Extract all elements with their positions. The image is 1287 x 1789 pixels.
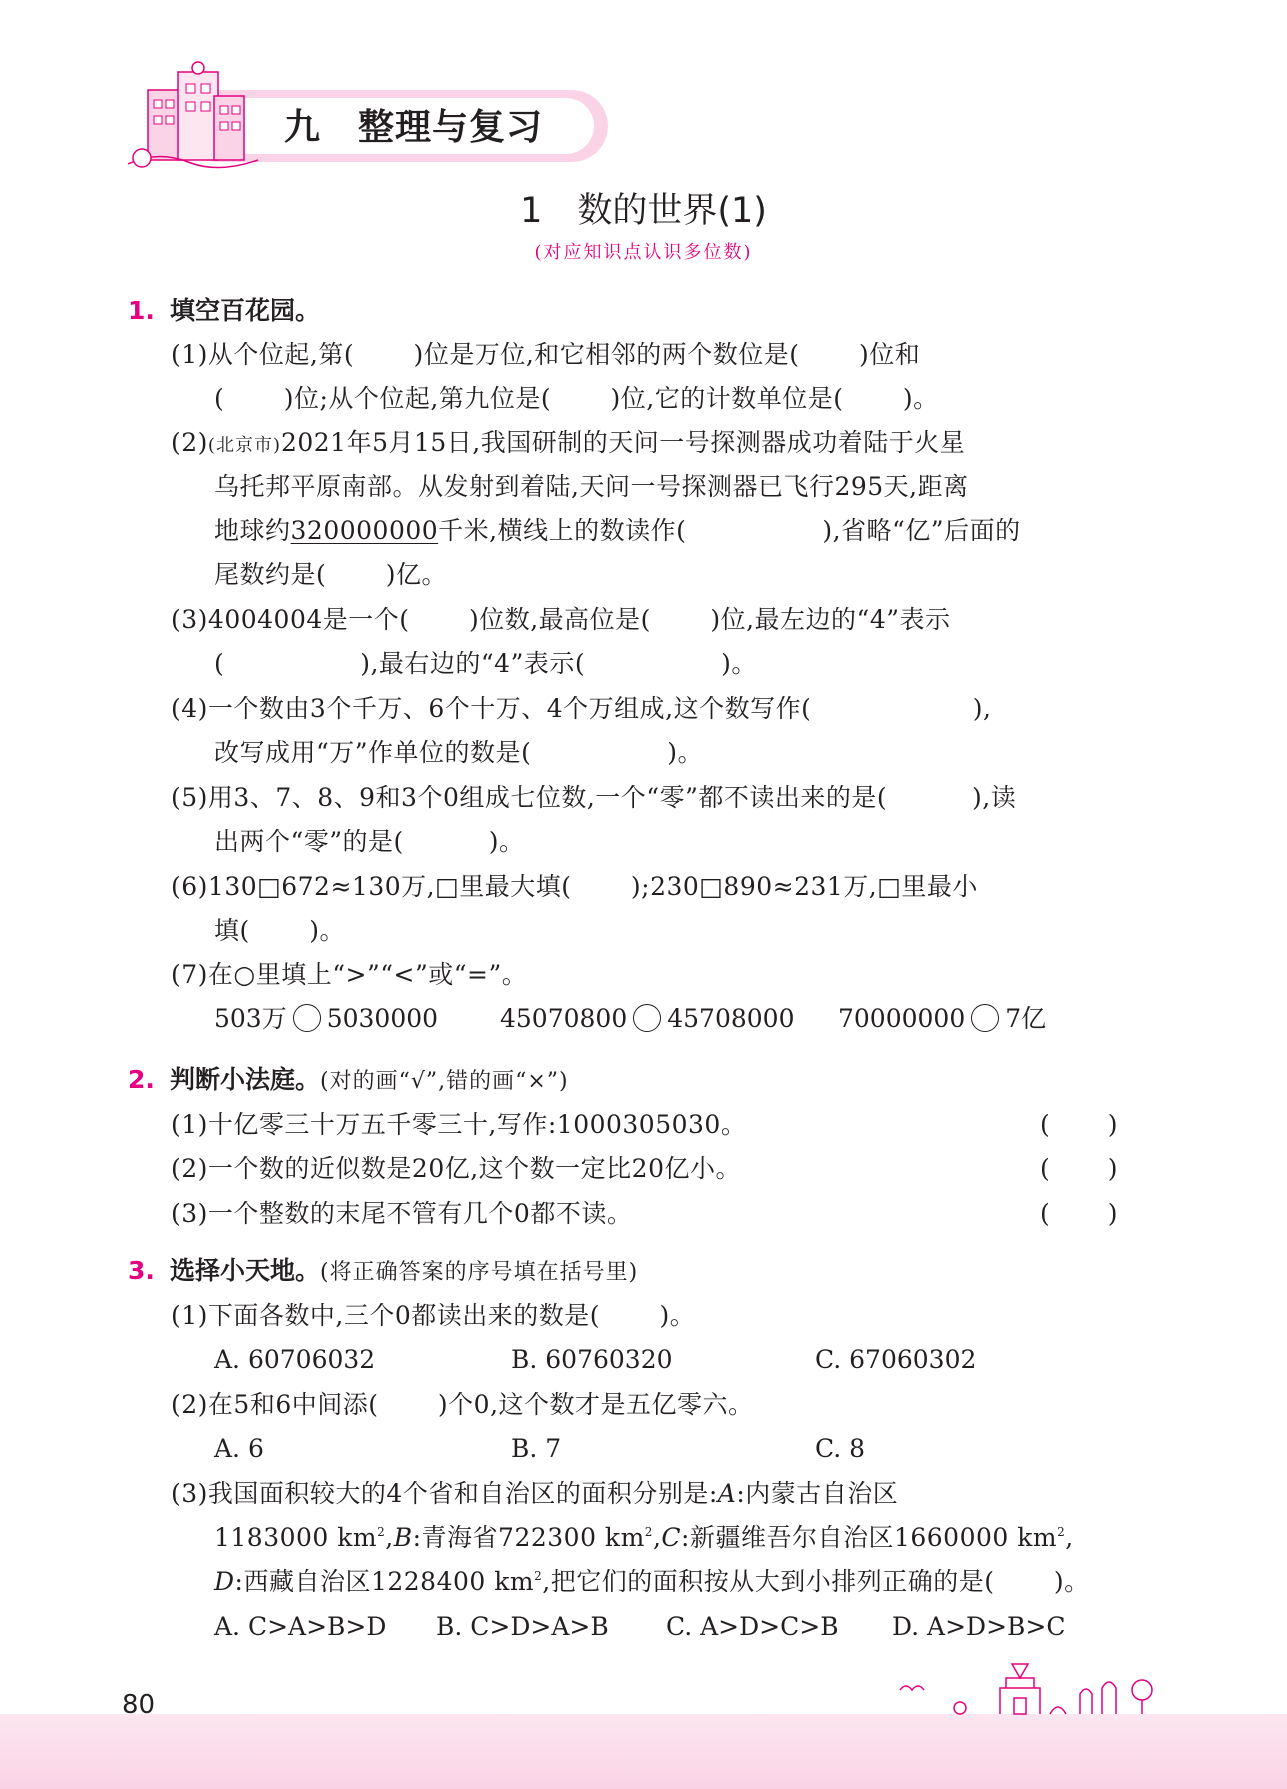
section-2-title: 判断小法庭。	[170, 1065, 321, 1094]
q3-3-option-d: D. A>D>B>C	[892, 1612, 1066, 1641]
section-2-number: 2.	[128, 1065, 155, 1094]
q3-1-option-a: A. 60706032	[214, 1345, 376, 1374]
section-2-heading	[170, 1063, 569, 1099]
letter-b: B	[393, 1523, 413, 1552]
section-3-note: (将正确答案的序号填在括号里)	[320, 1260, 639, 1285]
q1-5-line1: (5)用3、7、8、9和3个0组成七位数,一个“零”都不读出来的是( ),读	[171, 783, 1017, 812]
q1-2-line3-b: 千米,横线上的数读作( ),省略“亿”后面的	[438, 516, 1021, 545]
answer-paren[interactable]: ( )	[1040, 1154, 1118, 1183]
q1-4-line2: 改写成用“万”作单位的数是( )。	[214, 738, 704, 767]
underlined-number: 320000000	[290, 516, 439, 545]
q3-3-area-a: 1183000 km	[214, 1523, 378, 1552]
compare-2-left: 45070800	[500, 1004, 628, 1033]
superscript: 2	[644, 1525, 653, 1539]
letter-a: A	[717, 1479, 737, 1508]
school-building-icon	[128, 60, 278, 178]
q1-2-line3	[214, 514, 1021, 548]
compare-1-right: 5030000	[326, 1004, 439, 1033]
section-1-title: 填空百花园。	[170, 296, 321, 325]
compare-item-1	[214, 1002, 438, 1036]
q3-3-line2: 1183000 $km^2,B$:青海省722300 $km^2,C$:新疆维吾尔自治区1660000 $km^2$,	[214, 1523, 1074, 1552]
section-1-number: 1.	[128, 296, 155, 325]
compare-3-left: 70000000	[838, 1004, 966, 1033]
q3-1-option-b: B. 60760320	[511, 1345, 673, 1374]
answer-paren[interactable]: ( )	[1040, 1110, 1118, 1139]
compare-2-right: 45708000	[667, 1004, 795, 1033]
section-3-heading	[170, 1254, 638, 1290]
q3-3-question: ,把它们的面积按从大到小排列正确的是( )。	[542, 1567, 1090, 1596]
q3-3-area-c: :新疆维吾尔自治区1660000 km	[681, 1523, 1058, 1552]
q3-3-text-b: :内蒙古自治区	[736, 1479, 899, 1508]
footer-band	[0, 1714, 1287, 1789]
superscript: 2	[377, 1525, 386, 1539]
q1-2-text: 2021年5月15日,我国研制的天问一号探测器成功着陆于火星	[280, 428, 966, 457]
compare-item-3	[838, 1002, 1046, 1036]
q3-3-text-a: (3)我国面积较大的4个省和自治区的面积分别是:	[171, 1479, 718, 1508]
q1-2-line4: 尾数约是( )亿。	[214, 560, 447, 589]
q1-3-line1: (3)4004004是一个( )位数,最高位是( )位,最左边的“4”表示	[171, 605, 951, 634]
compare-1-left: 503万	[214, 1004, 287, 1033]
castle-doodle-icon	[880, 1650, 1180, 1720]
q1-5-line2: 出两个“零”的是( )。	[214, 827, 525, 856]
q1-6-line1: (6)130□672≈130万,□里最大填( );230□890≈231万,□里最小	[171, 872, 978, 901]
q1-7-line1: (7)在○里填上“>”“<”或“=”。	[171, 960, 528, 989]
page-number: 80	[122, 1690, 156, 1720]
section-3-number: 3.	[128, 1256, 155, 1285]
q3-1: (1)下面各数中,三个0都读出来的数是( )。	[171, 1301, 696, 1330]
q2-2: (2)一个数的近似数是20亿,这个数一定比20亿小。	[171, 1154, 741, 1183]
q1-1-line1: (1)从个位起,第( )位是万位,和它相邻的两个数位是( )位和	[171, 340, 921, 369]
superscript: 2	[1057, 1525, 1066, 1539]
q2-3: (3)一个整数的末尾不管有几个0都不读。	[171, 1199, 633, 1228]
letter-c: C	[661, 1523, 682, 1552]
q1-3-line2: ( ),最右边的“4”表示( )。	[214, 649, 757, 678]
letter-d: D	[214, 1567, 235, 1596]
compare-item-2	[500, 1002, 795, 1036]
q3-2-option-a: A. 6	[214, 1434, 264, 1463]
q3-2: (2)在5和6中间添( )个0,这个数才是五亿零六。	[171, 1390, 754, 1419]
compare-circle-icon[interactable]	[293, 1004, 321, 1032]
lesson-subtitle: (对应知识点认识多位数)	[534, 242, 753, 263]
q3-3-area-b: :青海省722300 km	[412, 1523, 645, 1552]
q3-1-option-c: C. 67060302	[815, 1345, 977, 1374]
superscript: 2	[534, 1569, 543, 1583]
q3-3-line1	[171, 1477, 898, 1511]
q1-6-line2: 填( )。	[214, 916, 345, 945]
q3-3-option-c: C. A>D>C>B	[666, 1612, 839, 1641]
q1-2-line3-a: 地球约	[214, 516, 291, 545]
q3-3-option-b: B. C>D>A>B	[436, 1612, 609, 1641]
section-3-title: 选择小天地。	[170, 1256, 321, 1285]
section-2-note: (对的画“√”,错的画“×”)	[320, 1069, 569, 1094]
q1-2-line2: 乌托邦平原南部。从发射到着陆,天问一号探测器已飞行295天,距离	[214, 472, 969, 501]
q3-3-option-a: A. C>A>B>D	[214, 1612, 387, 1641]
q3-3-line3	[214, 1565, 1090, 1599]
q1-4-line1: (4)一个数由3个千万、6个十万、4个万组成,这个数写作( ),	[171, 694, 992, 723]
q1-2-line1	[171, 426, 965, 463]
compare-circle-icon[interactable]	[971, 1004, 999, 1032]
q2-1: (1)十亿零三十万五千零三十,写作:1000305030。	[171, 1110, 747, 1139]
q3-2-option-b: B. 7	[511, 1434, 562, 1463]
q3-2-option-c: C. 8	[815, 1434, 866, 1463]
answer-paren[interactable]: ( )	[1040, 1199, 1118, 1228]
q1-1-line2: ( )位;从个位起,第九位是( )位,它的计数单位是( )。	[214, 384, 939, 413]
compare-circle-icon[interactable]	[633, 1004, 661, 1032]
unit-title: 九 整理与复习	[284, 107, 544, 148]
lesson-title: 1 数的世界(1)	[520, 191, 767, 231]
q3-3-area-d: :西藏自治区1228400 km	[234, 1567, 535, 1596]
q1-2-label: (2)	[171, 428, 208, 457]
q1-2-source: (北京市)	[207, 435, 281, 456]
compare-3-right: 7亿	[1005, 1004, 1047, 1033]
